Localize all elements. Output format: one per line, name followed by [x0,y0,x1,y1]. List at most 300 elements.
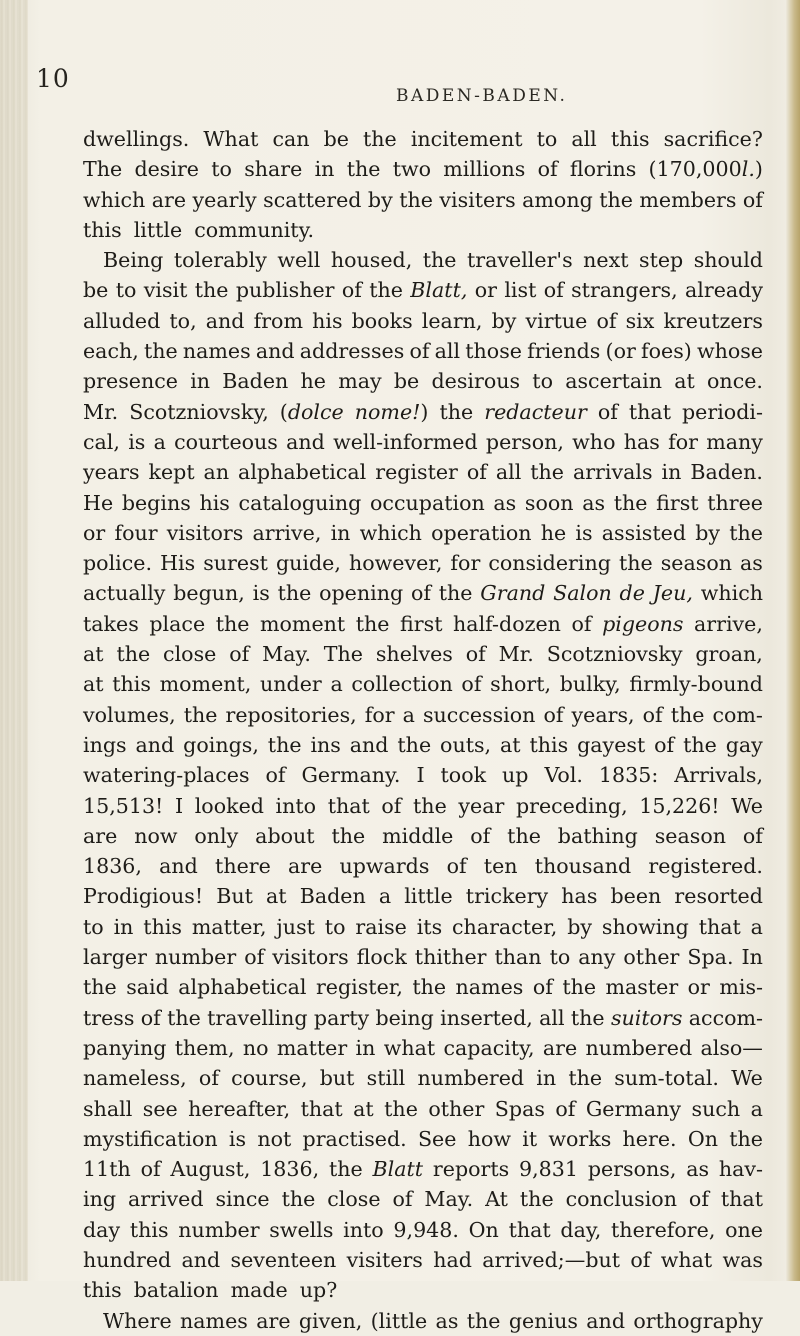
word: of [244,945,265,970]
word-group [192,912,267,942]
word: of [543,278,564,303]
word-group [741,942,762,972]
word: of [410,581,431,606]
word-group [707,488,763,518]
word-group [319,578,403,608]
word: shall [83,1096,133,1121]
word: this [83,217,122,242]
word: dwellings. [83,127,190,151]
word-group [416,760,424,790]
word: of [465,642,486,667]
word: list [504,278,537,303]
word-group [194,821,238,851]
word: of [341,278,362,303]
word-group [143,912,182,942]
word: tress [83,1005,135,1030]
word-group [721,1184,763,1214]
word-group [751,1094,763,1124]
text-line [83,457,763,487]
word: arrivals [572,460,653,485]
word: Grand [480,581,546,606]
word: be [323,127,349,151]
text-line [83,548,763,578]
word-group [509,1306,578,1336]
word-group [83,427,120,457]
word: gay [725,732,763,757]
word-group [751,912,763,942]
word: swells [269,1217,334,1242]
word: The [83,157,123,182]
word-group [83,760,250,790]
word-group [83,1154,131,1184]
word: a [153,429,166,454]
word: At [485,1187,508,1212]
word: little [404,884,453,909]
page-number: 10 [36,64,70,93]
text-line [83,730,763,760]
word-group [404,881,453,911]
word-group [370,488,485,518]
word: may [338,369,382,394]
word-group [415,942,487,972]
word-group [443,154,525,184]
word-group [656,488,698,518]
word: bathing [557,823,638,848]
word: of [555,1096,576,1121]
word-group [226,700,357,730]
word: what [383,1035,436,1060]
word-group [519,1154,578,1184]
word: the [570,1005,605,1030]
word: the [670,702,705,727]
word: share [244,157,303,182]
word: the [277,581,312,606]
word: at [353,1096,374,1121]
word-group [413,791,447,821]
word: its [416,914,443,939]
word: travelling [207,1005,308,1030]
word: is [228,1126,247,1151]
word: ten [483,854,518,879]
word: Spa. [687,945,734,970]
word: florins [569,157,637,182]
word-group [544,275,564,305]
word: opening [319,581,404,606]
word-group [624,427,660,457]
word: all [495,460,522,485]
word-group [440,1003,533,1033]
word: looked [194,793,264,818]
word: his [199,490,230,515]
word: matter, [191,914,267,939]
word: the [328,1157,363,1182]
word-group [382,821,453,851]
word: Arrivals, [674,763,763,788]
word: still [366,1066,406,1091]
word: and [205,308,245,333]
word: which [700,581,763,606]
word-group [148,457,194,487]
word-group [447,851,467,881]
word-group [300,1275,344,1305]
word-group [154,427,166,457]
text-line [83,1063,763,1093]
word: visit [143,278,188,303]
word: orthography [633,1308,763,1333]
word: no [242,1035,269,1060]
word: years [83,460,140,485]
word: of [532,975,553,1000]
word: Jeu, [652,581,693,606]
word: than [494,945,542,970]
word-group [674,881,763,911]
word-group [588,1154,677,1184]
text-line [83,1124,763,1154]
word-group [606,336,636,366]
word: the [116,642,151,667]
word: up [502,763,529,788]
word-group [535,851,632,881]
word-group [571,1003,605,1033]
word: is [252,581,270,606]
word-group [83,1003,134,1033]
word: he [300,369,326,394]
word: all [434,339,461,364]
word: panying [83,1035,167,1060]
word-group [729,518,763,548]
word-group [522,185,593,215]
word: alluded [83,308,161,333]
word-group [422,306,483,336]
word: are [83,823,118,848]
word: of [229,642,250,667]
word-group [526,306,588,336]
word-group [83,488,113,518]
word: an [203,460,230,485]
word: year [458,793,505,818]
text-line [83,1306,763,1336]
word-group [504,275,536,305]
word: raise [355,914,407,939]
word: at [83,642,104,667]
word-group [694,609,763,639]
text-line [83,912,763,942]
word: community. [194,217,315,242]
word: watering-places [83,763,250,788]
word: this [83,1278,122,1303]
word: has [561,884,598,909]
word-group [424,1184,473,1214]
word-group [743,821,763,851]
word: Baden. [690,460,763,485]
word-group [399,185,433,215]
word: occupation [370,490,485,515]
word: thousand [534,854,632,879]
word-group [328,791,370,821]
word-group [719,972,763,1002]
word-group [475,275,497,305]
word-group [611,1215,715,1245]
word-group [411,124,523,154]
word-group [180,1306,248,1336]
word-group [277,245,320,275]
word: hereafter, [188,1096,291,1121]
word-group [280,397,344,427]
word-group [583,245,628,275]
word-group [83,1033,166,1063]
word-group [301,1094,343,1124]
word-group [167,1003,201,1033]
word-group [397,730,431,760]
word: his [312,308,343,333]
word: season [654,823,726,848]
word: com- [712,702,763,727]
word-group [83,1215,120,1245]
word: moment [260,611,346,636]
word: other [428,1096,485,1121]
word-group [639,245,683,275]
word: cal, [83,429,120,454]
word-group [641,336,692,366]
word-group [83,881,203,911]
word-group [568,1063,602,1093]
word-group [731,1063,763,1093]
word-group [527,336,600,366]
word: close [327,1187,381,1212]
word-group [441,760,487,790]
word: Baden [299,884,366,909]
word: tolerably [173,248,267,273]
word: close [163,642,217,667]
word: de [619,581,645,606]
word: names [180,1308,248,1333]
word-group [480,578,545,608]
word: to [83,914,104,939]
word-group [494,942,541,972]
word: arrived;—but [482,1247,621,1272]
word: or [474,278,497,303]
word: reports [432,1157,510,1182]
word-group [379,881,391,911]
word-group [643,700,663,730]
word-group [689,1184,709,1214]
word: scattered [263,187,362,212]
word-group [269,1215,333,1245]
word-group [160,669,252,699]
word: May. [262,642,311,667]
word-group [83,821,117,851]
text-line [83,760,763,790]
word-group [689,1003,763,1033]
word-group [350,730,389,760]
word: is [128,429,146,454]
word: in [330,520,351,545]
text-line [83,366,763,396]
word: said [126,975,169,1000]
word: showing [601,914,689,939]
word: of [742,823,763,848]
word: the [143,339,178,364]
word-group [729,1124,763,1154]
word: the [413,793,447,818]
word: considering [488,551,611,576]
word-group [469,1215,499,1245]
word-group [130,1215,169,1245]
word: larger [83,945,147,970]
text-line [83,1275,763,1305]
word: the [194,278,229,303]
word-group [229,639,249,669]
word: into [275,793,317,818]
word-group [623,942,679,972]
word-group [439,397,473,427]
word: under [260,672,322,697]
word: incitement [410,127,523,151]
word-group [393,154,431,184]
word: of [381,793,402,818]
word-group [351,669,452,699]
word-group [329,1154,363,1184]
word: this [112,672,151,697]
word-group [649,154,763,184]
word-group [178,1215,259,1245]
word: each, [83,339,139,364]
word-group [276,791,317,821]
word-group [282,1184,316,1214]
word: resorted [674,884,763,909]
text-line [83,427,763,457]
word-group [128,1184,204,1214]
text-line [83,942,763,972]
text-line [83,275,763,305]
word-group [231,1063,307,1093]
text-line [83,1003,763,1033]
word: alphabetical [178,975,307,1000]
word: of [654,732,675,757]
word: and [159,854,198,879]
text-line [83,488,763,518]
word: of [630,1247,651,1272]
word: learn, [421,308,483,333]
word: the [568,1066,603,1091]
word: a [402,702,415,727]
word: the [267,732,302,757]
word-group [83,639,104,669]
word: of [742,187,763,212]
word-group [129,397,269,427]
word-group [347,154,381,184]
word-group [369,275,403,305]
word: Being [103,248,164,273]
word: police. [83,551,153,576]
word: a [750,914,763,939]
word-group [343,1215,384,1245]
word-group [83,1063,187,1093]
word-group [268,730,302,760]
word: 9,948. [393,1217,459,1242]
word-group [190,366,210,396]
word: but [319,1066,355,1091]
text-line [83,1094,763,1124]
text-line [83,1184,763,1214]
word: it [522,1126,538,1151]
word-group [236,275,335,305]
word: well [277,248,321,273]
word: or [83,520,106,545]
word: alphabetical [238,460,367,485]
word-group [712,700,762,730]
word: Spas [494,1096,545,1121]
word: number [154,945,237,970]
word-group [620,578,645,608]
word-group [694,245,763,275]
word: mis- [719,975,763,1000]
word-group [586,1033,693,1063]
word-group [417,912,442,942]
word: up? [299,1278,338,1303]
word-group [470,821,490,851]
word: such [691,1096,741,1121]
word: two [392,157,431,182]
word-group [502,760,528,790]
word: Salon [553,581,612,606]
word-group [688,1124,718,1154]
word-group [719,1154,763,1184]
word-group [439,578,473,608]
word: assisted [601,520,686,545]
word: three [707,490,763,515]
word-group [697,336,763,366]
word: surest [203,551,268,576]
word-group [216,609,250,639]
word-group [571,124,596,154]
word-group [602,912,689,942]
word-group [443,1033,534,1063]
word-group [134,154,199,184]
word-group [384,1094,418,1124]
word-group [83,397,118,427]
word-group [493,488,516,518]
word-group [315,154,335,184]
word: The [323,642,363,667]
text-line [83,700,763,730]
word-group [368,185,393,215]
word-group [555,1094,575,1124]
word: gayest [577,732,646,757]
word: one [725,1217,763,1242]
word: or [687,975,710,1000]
word: is [575,520,593,545]
word-group [112,669,151,699]
word-group [303,1124,407,1154]
word-group [428,1094,484,1124]
word-group [141,1003,161,1033]
running-title: BADEN-BADEN. [396,86,568,106]
word-group [433,1154,509,1184]
word-group [548,1124,611,1154]
word: took [440,763,487,788]
word-group [653,578,693,608]
word: register, [315,975,403,1000]
word-group [536,1063,556,1093]
text-line [83,306,763,336]
word: arrived [127,1187,204,1212]
word: volumes, [83,702,176,727]
word: of [642,702,663,727]
word: accom- [688,1005,763,1030]
word-group [466,881,548,911]
word-group [488,548,611,578]
